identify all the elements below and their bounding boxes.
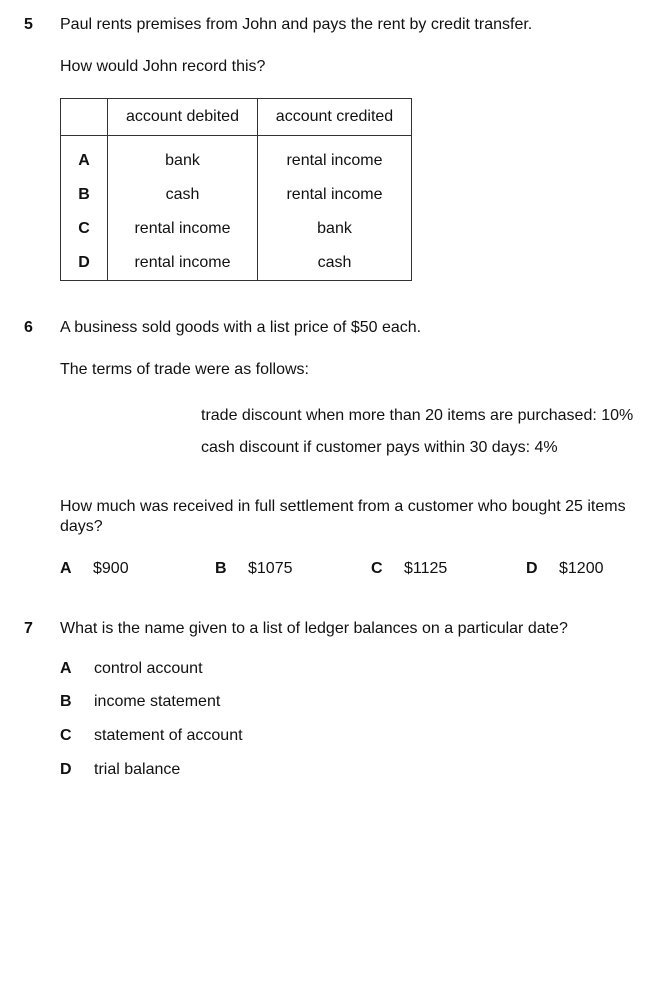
option-label: A: [60, 660, 72, 677]
table-header-label: [61, 99, 108, 136]
option-label: C: [371, 560, 383, 577]
account-debited-cell: bank: [108, 136, 258, 179]
option-label: C: [61, 212, 108, 246]
question-5-text: Paul rents premises from John and pays the rent by credit transfer.: [60, 16, 533, 33]
question-7-number: 7: [24, 620, 33, 637]
account-credited-cell: rental income: [258, 136, 412, 179]
option-text: $1200: [559, 560, 604, 577]
question-6-text: A business sold goods with a list price of $50 each.: [60, 319, 422, 336]
account-credited-cell: bank: [258, 212, 412, 246]
option-text: $1075: [248, 560, 293, 577]
option-label: D: [60, 761, 72, 778]
option-label: C: [60, 727, 72, 744]
option-label: A: [61, 136, 108, 179]
question-5-prompt: How would John record this?: [60, 58, 266, 75]
option-text: income statement: [94, 693, 221, 710]
option-label: D: [61, 246, 108, 281]
table-row: [61, 212, 412, 246]
question-5-number: 5: [24, 16, 33, 33]
account-credited-cell: cash: [258, 246, 412, 281]
trade-discount-term: trade discount when more than 20 items are purchased: 10%: [201, 407, 634, 424]
option-text: statement of account: [94, 727, 243, 744]
question-6-terms-intro: The terms of trade were as follows:: [60, 361, 309, 378]
account-debited-cell: cash: [108, 178, 258, 212]
account-debited-cell: rental income: [108, 212, 258, 246]
account-debited-cell: rental income: [108, 246, 258, 281]
cash-discount-term: cash discount if customer pays within 30 days: 4%: [201, 439, 558, 456]
option-label: B: [215, 560, 227, 577]
question-7-text: What is the name given to a list of ledger balances on a particular date?: [60, 620, 568, 637]
table-row: [61, 246, 412, 281]
option-text: $1125: [404, 560, 448, 577]
option-text: $900: [93, 560, 129, 577]
table-row: [61, 178, 412, 212]
option-label: B: [60, 693, 72, 710]
table-header-debited: account debited: [108, 99, 258, 136]
question-5-answer-table: [60, 98, 412, 281]
table-header-row: [61, 99, 412, 136]
table-row: [61, 136, 412, 179]
option-label: B: [61, 178, 108, 212]
option-label: D: [526, 560, 538, 577]
account-credited-cell: rental income: [258, 178, 412, 212]
table-header-credited: account credited: [258, 99, 412, 136]
question-6-question-line1: How much was received in full settlement from a customer who bought 25 items: [60, 498, 626, 515]
question-6-question-line2: days?: [60, 518, 103, 535]
option-text: control account: [94, 660, 203, 677]
option-label: A: [60, 560, 72, 577]
option-text: trial balance: [94, 761, 181, 778]
question-6-number: 6: [24, 319, 33, 336]
